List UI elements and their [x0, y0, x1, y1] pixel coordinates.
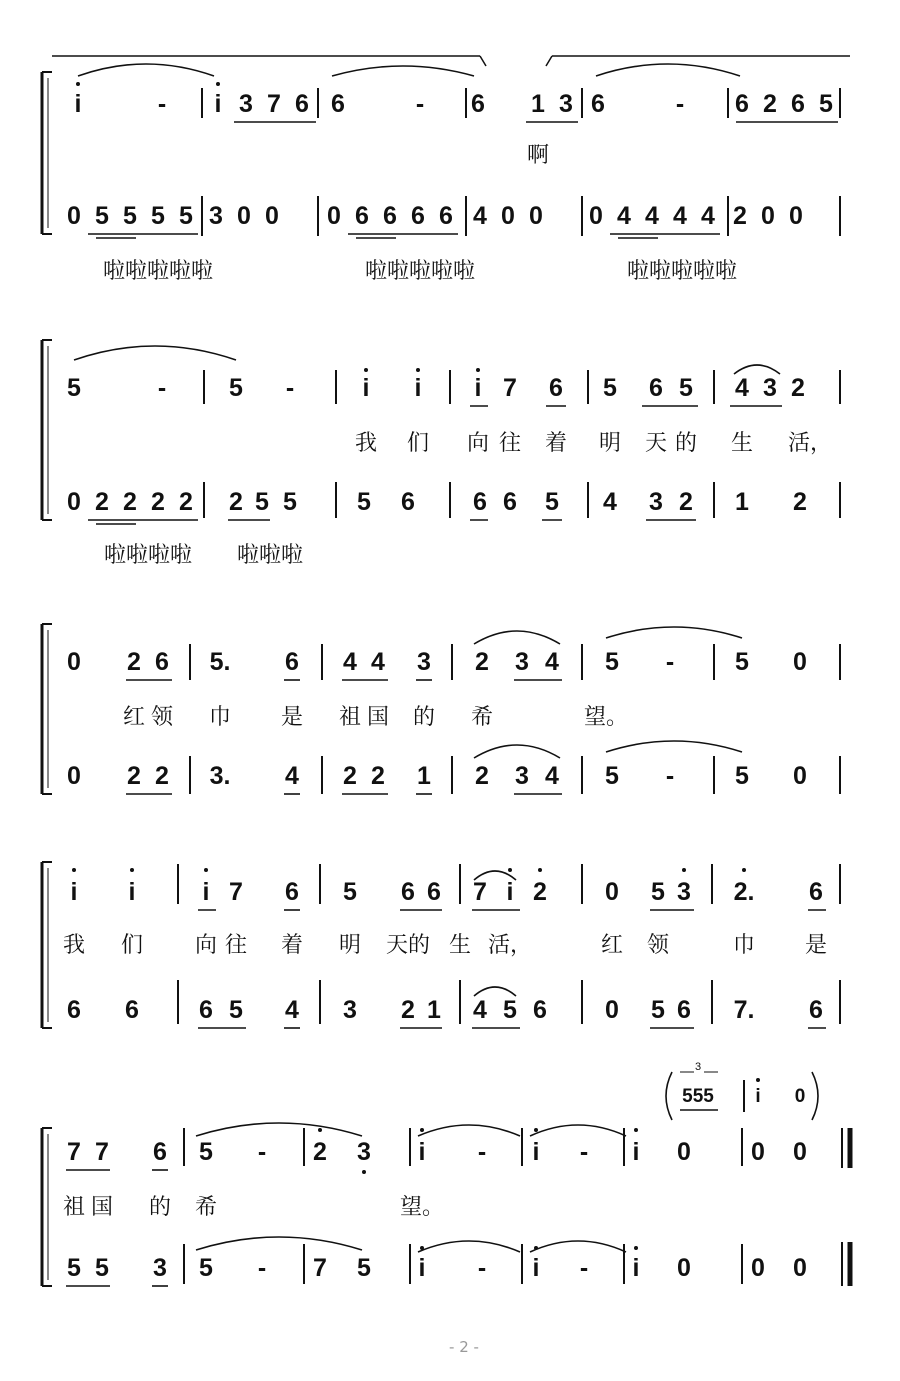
lower-note: - — [257, 1254, 267, 1282]
upper-note: - — [157, 90, 167, 118]
lower-note: 2 — [155, 762, 169, 790]
upper-note: 6 — [791, 90, 805, 118]
upper-note: i — [202, 878, 210, 906]
octave-dot — [476, 368, 480, 372]
lyric: 祖 — [338, 705, 362, 730]
lower-note: 5 — [605, 762, 619, 790]
upper-note: 3 — [357, 1138, 371, 1166]
slur — [606, 741, 742, 752]
upper-note: 6 — [155, 648, 169, 676]
octave-dot — [362, 1170, 366, 1174]
lower-note: 2 — [127, 762, 141, 790]
triplet-number: 3 — [694, 1061, 702, 1073]
octave-dot — [634, 1246, 638, 1250]
upper-note: - — [157, 374, 167, 402]
upper-note: 7 — [229, 878, 243, 906]
ossia-paren — [666, 1072, 672, 1120]
upper-note: 6 — [401, 878, 415, 906]
upper-note: 7 — [67, 1138, 81, 1166]
upper-note: 4 — [735, 374, 749, 402]
upper-note: 3 — [239, 90, 253, 118]
lower-note: 4 — [645, 202, 659, 230]
upper-note: 5 — [603, 374, 617, 402]
lyric: 祖 — [62, 1195, 86, 1220]
lower-note: 5 — [229, 996, 243, 1024]
upper-note: 5 — [199, 1138, 213, 1166]
lower-note: 6 — [199, 996, 213, 1024]
lyric: 啦啦啦啦啦 — [626, 259, 738, 284]
lyric: 的 — [148, 1195, 172, 1220]
upper-note: 3 — [515, 648, 529, 676]
lyric: 生 — [448, 933, 472, 958]
lower-note: 5 — [651, 996, 665, 1024]
octave-dot — [204, 868, 208, 872]
upper-note: 7 — [503, 374, 517, 402]
upper-note: i — [414, 374, 422, 402]
ossia-notes: 555 — [682, 1086, 714, 1107]
slur — [74, 346, 236, 360]
slur — [196, 1237, 362, 1250]
lyric: 啦啦啦 — [236, 543, 304, 568]
lyric: 向 — [194, 933, 218, 958]
lower-note: 1 — [735, 488, 749, 516]
lyric: 希 — [470, 705, 494, 730]
lower-note: 5 — [95, 1254, 109, 1282]
upper-note: 0 — [751, 1138, 765, 1166]
lower-note: 4 — [473, 996, 487, 1024]
octave-dot — [420, 1128, 424, 1132]
octave-dot — [742, 868, 746, 872]
lower-note: 0 — [67, 762, 81, 790]
upper-note: 5 — [605, 648, 619, 676]
upper-note: 2 — [763, 90, 777, 118]
upper-note: i — [632, 1138, 640, 1166]
upper-note: 0 — [677, 1138, 691, 1166]
lower-note: 6 — [439, 202, 453, 230]
upper-note: i — [506, 878, 514, 906]
slur — [606, 627, 742, 638]
upper-note: 4 — [343, 648, 357, 676]
lower-note: 2 — [733, 202, 747, 230]
octave-dot — [130, 868, 134, 872]
lower-note: 2 — [793, 488, 807, 516]
lyric: 往 — [224, 933, 248, 958]
slur — [530, 1241, 626, 1252]
lower-note: 3 — [153, 1254, 167, 1282]
lower-note: 0 — [501, 202, 515, 230]
upper-note: i — [74, 90, 82, 118]
lower-note: 4 — [285, 996, 299, 1024]
lower-note: 2 — [95, 488, 109, 516]
lower-note: 3 — [649, 488, 663, 516]
volta-bracket — [546, 56, 552, 66]
upper-note: - — [665, 648, 675, 676]
lyric: 巾 — [732, 933, 756, 958]
lower-note: 4 — [473, 202, 487, 230]
lower-note: - — [579, 1254, 589, 1282]
lower-note: 1 — [427, 996, 441, 1024]
upper-note: i — [214, 90, 222, 118]
lyric: 领 — [646, 933, 670, 958]
lower-note: 6 — [411, 202, 425, 230]
octave-dot — [682, 868, 686, 872]
lower-note: 2 — [679, 488, 693, 516]
upper-note: - — [415, 90, 425, 118]
octave-dot — [534, 1128, 538, 1132]
lower-note: 6 — [473, 488, 487, 516]
lower-note: - — [477, 1254, 487, 1282]
upper-note: 1 — [531, 90, 545, 118]
lower-note: 0 — [529, 202, 543, 230]
upper-note: - — [579, 1138, 589, 1166]
lower-note: 6 — [355, 202, 369, 230]
lyric: 向 — [466, 431, 490, 456]
lower-note: 2 — [229, 488, 243, 516]
slur — [474, 987, 516, 996]
upper-note: 0 — [67, 648, 81, 676]
lyric: 的 — [412, 705, 436, 730]
slur — [596, 64, 740, 76]
upper-note: 6 — [427, 878, 441, 906]
lyric: 天的 — [385, 933, 431, 958]
lower-note: 2 — [179, 488, 193, 516]
octave-dot — [508, 868, 512, 872]
slur — [474, 745, 560, 758]
upper-note: 0 — [605, 878, 619, 906]
lower-note: 3. — [209, 762, 231, 790]
lyric: 望。 — [583, 705, 629, 730]
octave-dot — [364, 368, 368, 372]
lower-note: 5 — [357, 1254, 371, 1282]
upper-note: 4 — [545, 648, 559, 676]
lower-note: 1 — [417, 762, 431, 790]
lyric: 的 — [674, 431, 698, 456]
upper-note: 3 — [417, 648, 431, 676]
upper-note: - — [477, 1138, 487, 1166]
lyric: 我 — [62, 933, 86, 958]
lyric: 啊 — [526, 143, 550, 168]
octave-dot — [634, 1128, 638, 1132]
lower-note: 0 — [265, 202, 279, 230]
lyric: 国 — [90, 1195, 114, 1220]
lyric: 啦啦啦啦啦 — [364, 259, 476, 284]
octave-dot — [72, 868, 76, 872]
lower-note: 6 — [67, 996, 81, 1024]
lower-note: 2 — [151, 488, 165, 516]
lower-note: 0 — [751, 1254, 765, 1282]
octave-dot — [76, 82, 80, 86]
lower-note: 6 — [533, 996, 547, 1024]
upper-note: 7 — [473, 878, 487, 906]
upper-note: 5 — [735, 648, 749, 676]
upper-note: i — [128, 878, 136, 906]
lower-note: - — [665, 762, 675, 790]
lower-note: 5 — [735, 762, 749, 790]
upper-note: 6 — [649, 374, 663, 402]
upper-note: 7 — [95, 1138, 109, 1166]
upper-note: i — [532, 1138, 540, 1166]
slur — [418, 1125, 520, 1136]
lower-note: 3 — [209, 202, 223, 230]
upper-note: 6 — [295, 90, 309, 118]
octave-dot — [416, 368, 420, 372]
octave-dot — [756, 1078, 760, 1082]
lower-note: 6 — [809, 996, 823, 1024]
upper-note: i — [418, 1138, 426, 1166]
lower-note: 5 — [503, 996, 517, 1024]
lower-note: 2 — [343, 762, 357, 790]
upper-note: 0 — [793, 648, 807, 676]
upper-note: 5 — [651, 878, 665, 906]
lower-note: 0 — [67, 202, 81, 230]
lower-note: 6 — [503, 488, 517, 516]
upper-note: 6 — [285, 648, 299, 676]
lyric: 是 — [280, 705, 304, 730]
octave-dot — [318, 1128, 322, 1132]
lower-note: 0 — [793, 1254, 807, 1282]
lyric: 活， — [487, 933, 533, 958]
lower-note: 0 — [589, 202, 603, 230]
lower-note: 6 — [677, 996, 691, 1024]
lyric: 明 — [598, 431, 622, 456]
upper-note: 2. — [733, 878, 755, 906]
slur — [530, 1125, 626, 1136]
lower-note: 5 — [199, 1254, 213, 1282]
lyric: 活， — [787, 431, 833, 456]
lyric: 啦啦啦啦啦 — [102, 259, 214, 284]
upper-note: 2 — [475, 648, 489, 676]
lyric: 我 — [354, 431, 378, 456]
lyric: 着 — [280, 933, 304, 958]
upper-note: 2 — [533, 878, 547, 906]
lower-note: 2 — [123, 488, 137, 516]
upper-note: 6 — [549, 374, 563, 402]
upper-note: 7 — [267, 90, 281, 118]
upper-note: 3 — [677, 878, 691, 906]
upper-note: 4 — [371, 648, 385, 676]
upper-note: 6 — [809, 878, 823, 906]
upper-note: 5 — [229, 374, 243, 402]
lower-note: 0 — [237, 202, 251, 230]
lyric: 红 — [600, 933, 624, 958]
upper-note: - — [675, 90, 685, 118]
lower-note: 5 — [545, 488, 559, 516]
upper-note: 3 — [763, 374, 777, 402]
lower-note: 5 — [95, 202, 109, 230]
upper-note: i — [362, 374, 370, 402]
slur — [418, 1241, 520, 1252]
upper-note: 5 — [679, 374, 693, 402]
lower-note: 0 — [605, 996, 619, 1024]
upper-note: 5 — [819, 90, 833, 118]
upper-note: 2 — [791, 374, 805, 402]
upper-note: 2 — [313, 1138, 327, 1166]
octave-dot — [538, 868, 542, 872]
slur — [196, 1123, 362, 1136]
lyric: 啦啦啦啦 — [103, 543, 193, 568]
lower-note: 2 — [401, 996, 415, 1024]
upper-note: 6 — [285, 878, 299, 906]
lower-note: 4 — [617, 202, 631, 230]
lower-note: 5 — [179, 202, 193, 230]
slur — [734, 365, 780, 374]
lyric: 天 — [644, 431, 668, 456]
lower-note: 0 — [789, 202, 803, 230]
upper-note: 2 — [127, 648, 141, 676]
lyric: 们 — [406, 431, 430, 456]
lower-note: 3 — [343, 996, 357, 1024]
upper-note: - — [285, 374, 295, 402]
lyric: 着 — [544, 431, 568, 456]
lower-note: i — [632, 1254, 640, 1282]
volta-bracket — [480, 56, 486, 66]
ossia-note: i — [755, 1086, 761, 1107]
upper-note: 5. — [209, 648, 231, 676]
lower-note: 7. — [733, 996, 755, 1024]
lower-note: i — [418, 1254, 426, 1282]
lower-note: i — [532, 1254, 540, 1282]
lower-note: 5 — [151, 202, 165, 230]
upper-note: 6 — [735, 90, 749, 118]
lower-note: 2 — [475, 762, 489, 790]
lower-note: 5 — [357, 488, 371, 516]
lyric: 国 — [366, 705, 390, 730]
ossia-paren — [812, 1072, 818, 1120]
upper-note: 3 — [559, 90, 573, 118]
upper-note: 6 — [331, 90, 345, 118]
lower-note: 0 — [327, 202, 341, 230]
slur — [474, 631, 560, 644]
lyric: 巾 — [208, 705, 232, 730]
upper-note: 6 — [153, 1138, 167, 1166]
lower-note: 4 — [545, 762, 559, 790]
lyric: 生 — [730, 431, 754, 456]
lyric: 明 — [338, 933, 362, 958]
upper-note: 6 — [471, 90, 485, 118]
lower-note: 5 — [123, 202, 137, 230]
page-number: - 2 - — [449, 1338, 479, 1356]
octave-dot — [216, 82, 220, 86]
lower-note: 4 — [701, 202, 715, 230]
lower-note: 5 — [67, 1254, 81, 1282]
upper-note: 6 — [591, 90, 605, 118]
upper-note: - — [257, 1138, 267, 1166]
lower-note: 4 — [285, 762, 299, 790]
lyric: 是 — [804, 933, 828, 958]
lyric: 领 — [150, 705, 174, 730]
lower-note: 0 — [677, 1254, 691, 1282]
ossia-note: 0 — [794, 1086, 806, 1107]
upper-note: 0 — [793, 1138, 807, 1166]
lower-note: 0 — [761, 202, 775, 230]
lyric: 往 — [498, 431, 522, 456]
upper-note: i — [474, 374, 482, 402]
lower-note: 6 — [401, 488, 415, 516]
lower-note: 0 — [793, 762, 807, 790]
slur — [78, 64, 214, 76]
lower-note: 5 — [255, 488, 269, 516]
lower-note: 6 — [383, 202, 397, 230]
lower-note: 3 — [515, 762, 529, 790]
upper-note: 5 — [67, 374, 81, 402]
upper-note: i — [70, 878, 78, 906]
lower-note: 7 — [313, 1254, 327, 1282]
lower-note: 4 — [673, 202, 687, 230]
lower-note: 4 — [603, 488, 617, 516]
lower-note: 6 — [125, 996, 139, 1024]
lower-note: 5 — [283, 488, 297, 516]
lyric: 希 — [194, 1195, 218, 1220]
lyric: 望。 — [399, 1195, 445, 1220]
lower-note: 2 — [371, 762, 385, 790]
lyric: 红 — [122, 705, 146, 730]
lyric: 们 — [120, 933, 144, 958]
lower-note: 0 — [67, 488, 81, 516]
upper-note: 5 — [343, 878, 357, 906]
slur — [332, 66, 474, 76]
